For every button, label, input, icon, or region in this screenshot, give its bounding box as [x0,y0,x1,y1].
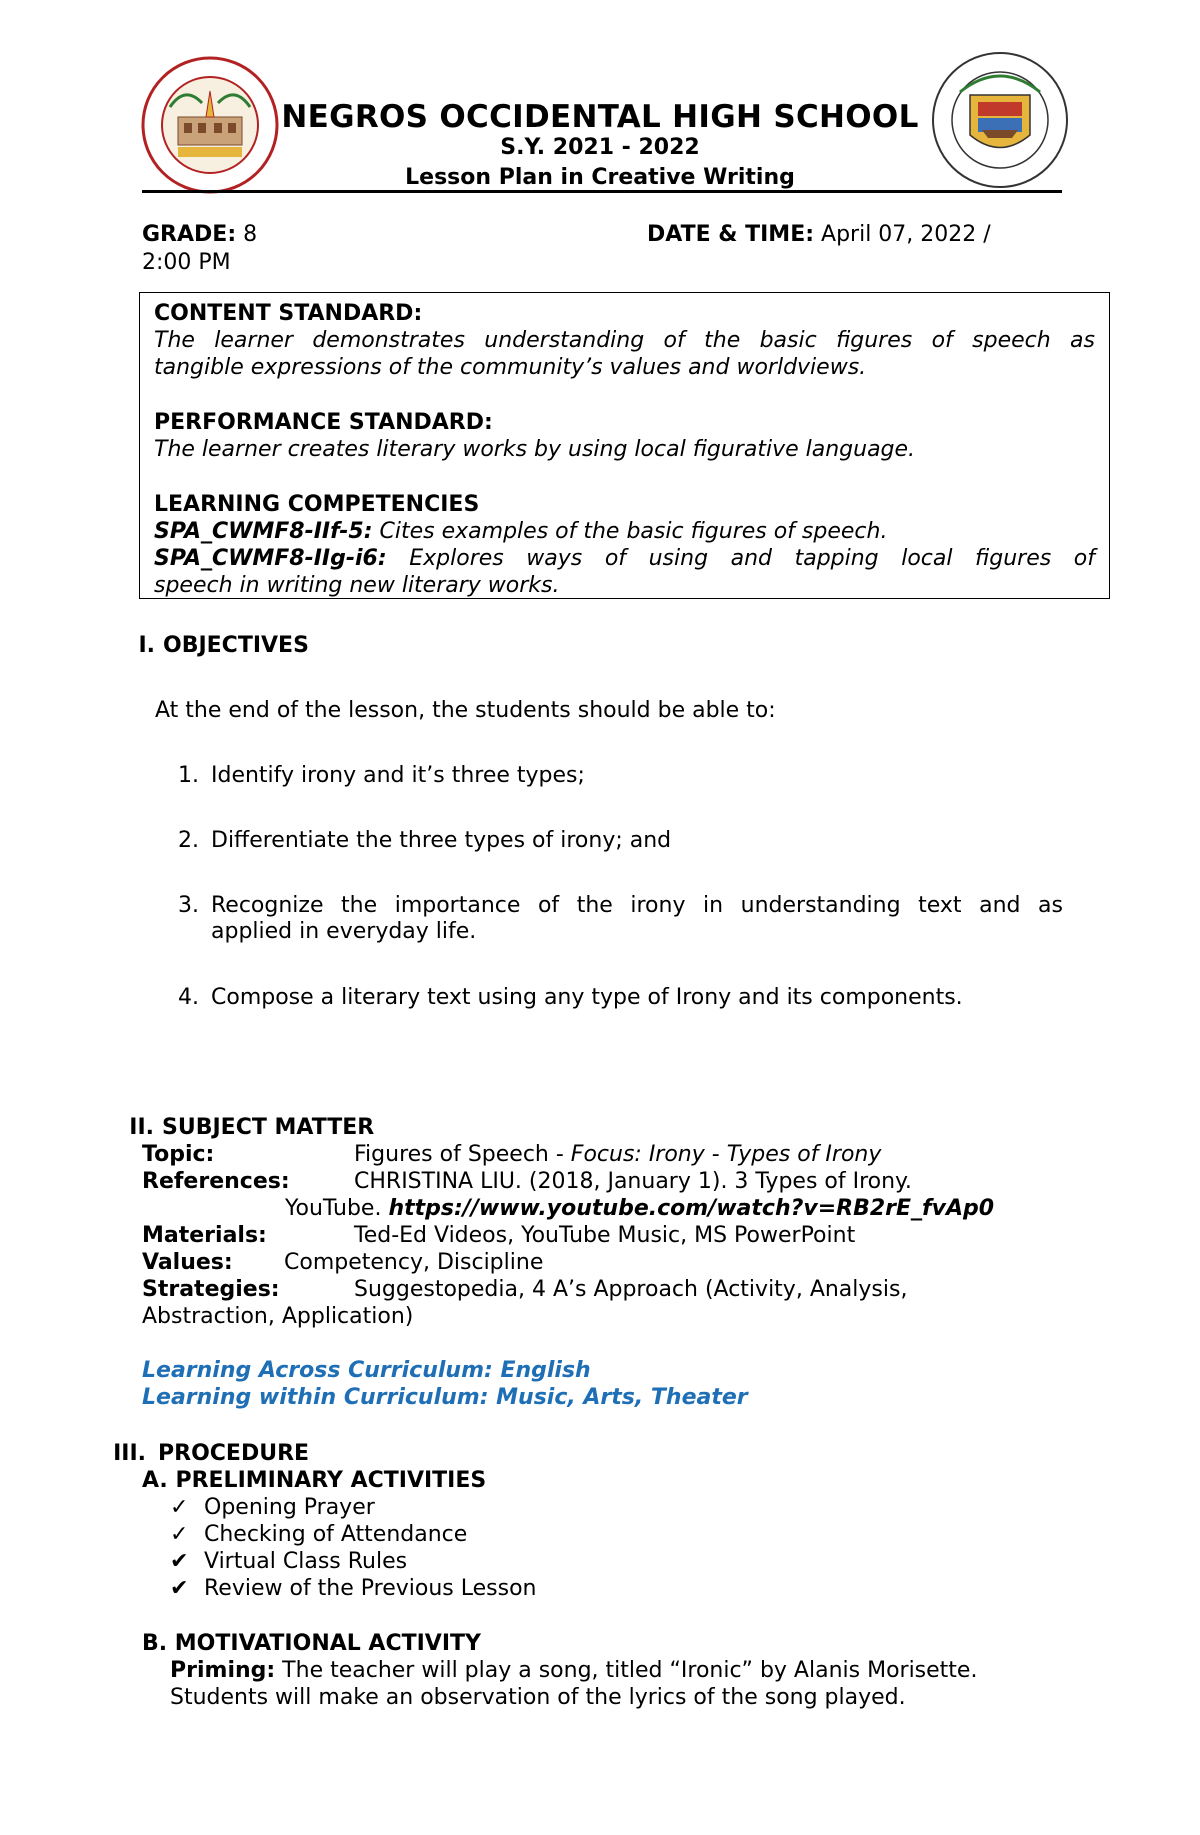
topic-row [142,1142,881,1167]
objective-num: 3. [178,893,199,918]
grade-label: GRADE: [142,222,237,247]
references-value: CHRISTINA LIU. (2018, January 1). 3 Types of Irony. [354,1169,912,1194]
competency-2-code: SPA_CWMF8-IIg-i6: [154,546,387,571]
checklist-text: Opening Prayer [204,1495,375,1520]
school-name: NEGROS OCCIDENTAL HIGH SCHOOL [281,99,919,135]
subject-matter-num: II. [129,1115,154,1140]
competency-1 [154,519,887,544]
values-row [142,1250,543,1275]
checkmark-icon: ✔ [170,1549,189,1574]
content-standard-text-2: tangible expressions of the community’s values and worldviews. [154,355,867,380]
references-cont [285,1196,994,1221]
subject-matter-heading [110,1115,374,1140]
objective-text: Recognize the importance of the irony in understanding text and as [211,893,1063,918]
content-standard-text-1: The learner demonstrates understanding of the basic figures of speech as [154,328,1095,353]
references-youtube: YouTube. [285,1196,389,1221]
references-label: References: [142,1169,290,1194]
procedure-heading [100,1441,309,1466]
topic-sep: - [704,1142,727,1167]
datetime-value: April 07, 2022 / [821,222,991,247]
school-seal-left [140,55,280,195]
materials-value: Ted-Ed Videos, YouTube Music, MS PowerPoint [354,1223,856,1248]
priming-label: Priming: [170,1658,276,1683]
topic-value: Figures of Speech - [354,1142,571,1167]
objective-num: 2. [178,828,199,853]
datetime-line [647,222,991,247]
topic-types: Types of Irony [726,1142,882,1167]
objective-item-4 [178,985,963,1010]
checklist-text: Review of the Previous Lesson [204,1576,537,1601]
topic-focus: Focus: Irony [570,1142,705,1167]
objectives-heading [120,633,309,658]
materials-row [142,1223,855,1248]
objectives-title: OBJECTIVES [163,633,309,658]
learning-across-curriculum: Learning Across Curriculum: English [142,1358,591,1383]
objective-item-1 [178,763,585,788]
objectives-intro: At the end of the lesson, the students should be able to: [155,698,776,723]
strategies-label: Strategies: [142,1277,280,1302]
learning-within-curriculum: Learning within Curriculum: Music, Arts, Theater [142,1385,748,1410]
objective-text-cont: applied in everyday life. [211,919,477,944]
objective-text: Identify irony and it’s three types; [211,763,585,788]
motivational-heading: B. MOTIVATIONAL ACTIVITY [142,1631,481,1656]
checklist-item [170,1495,375,1520]
materials-label: Materials: [142,1223,267,1248]
competency-2-text: Explores ways of using and tapping local figures of [386,546,1095,571]
competency-1-text: Cites examples of the basic figures of speech. [372,519,888,544]
time-value: 2:00 PM [142,250,231,275]
checkmark-icon: ✔ [170,1576,189,1601]
objective-num: 1. [178,763,199,788]
strategies-cont: Abstraction, Application) [142,1304,414,1329]
objective-text: Compose a literary text using any type of Irony and its components. [211,985,963,1010]
checklist-text: Checking of Attendance [204,1522,468,1547]
references-url[interactable]: https://www.youtube.com/watch?v=RB2rE_fvAp0 [388,1196,995,1221]
checkmark-icon: ✓ [170,1495,189,1520]
competency-2-cont: speech in writing new literary works. [154,573,560,598]
values-label: Values: [142,1250,233,1275]
checklist-text: Virtual Class Rules [204,1549,408,1574]
priming-line-2: Students will make an observation of the lyrics of the song played. [170,1685,906,1710]
objectives-num: I. [138,633,155,658]
performance-standard-heading: PERFORMANCE STANDARD: [154,410,493,435]
procedure-title: PROCEDURE [158,1441,310,1466]
school-year: S.Y. 2021 - 2022 [500,135,700,160]
checklist-item [170,1576,536,1601]
lesson-plan-title: Lesson Plan in Creative Writing [405,165,795,190]
objective-text: Differentiate the three types of irony; and [211,828,672,853]
priming-text: The teacher will play a song, titled “Ironic” by Alanis Morisette. [275,1658,978,1683]
province-seal-right [930,50,1070,190]
checklist-item [170,1522,467,1547]
header-divider [142,190,1062,193]
checklist-item [170,1549,407,1574]
values-value: Competency, Discipline [284,1250,544,1275]
procedure-num: III. [113,1441,146,1466]
objective-item-3 [178,893,1063,944]
subject-matter-title: SUBJECT MATTER [162,1115,375,1140]
topic-label: Topic: [142,1142,215,1167]
content-standard-heading: CONTENT STANDARD: [154,301,423,326]
preliminary-heading: A. PRELIMINARY ACTIVITIES [142,1468,487,1493]
performance-standard-text: The learner creates literary works by using local figurative language. [154,437,916,462]
competency-2 [154,546,1095,571]
competencies-heading: LEARNING COMPETENCIES [154,492,480,517]
strategies-row [142,1277,907,1302]
grade-line [142,222,257,247]
grade-value: 8 [243,222,258,247]
priming-line [170,1658,977,1683]
checkmark-icon: ✓ [170,1522,189,1547]
datetime-label: DATE & TIME: [647,222,815,247]
objective-num: 4. [178,985,199,1010]
competency-1-code: SPA_CWMF8-IIf-5: [154,519,373,544]
strategies-value: Suggestopedia, 4 A’s Approach (Activity, Analysis, [354,1277,908,1302]
references-row [142,1169,912,1194]
objective-item-2 [178,828,671,853]
